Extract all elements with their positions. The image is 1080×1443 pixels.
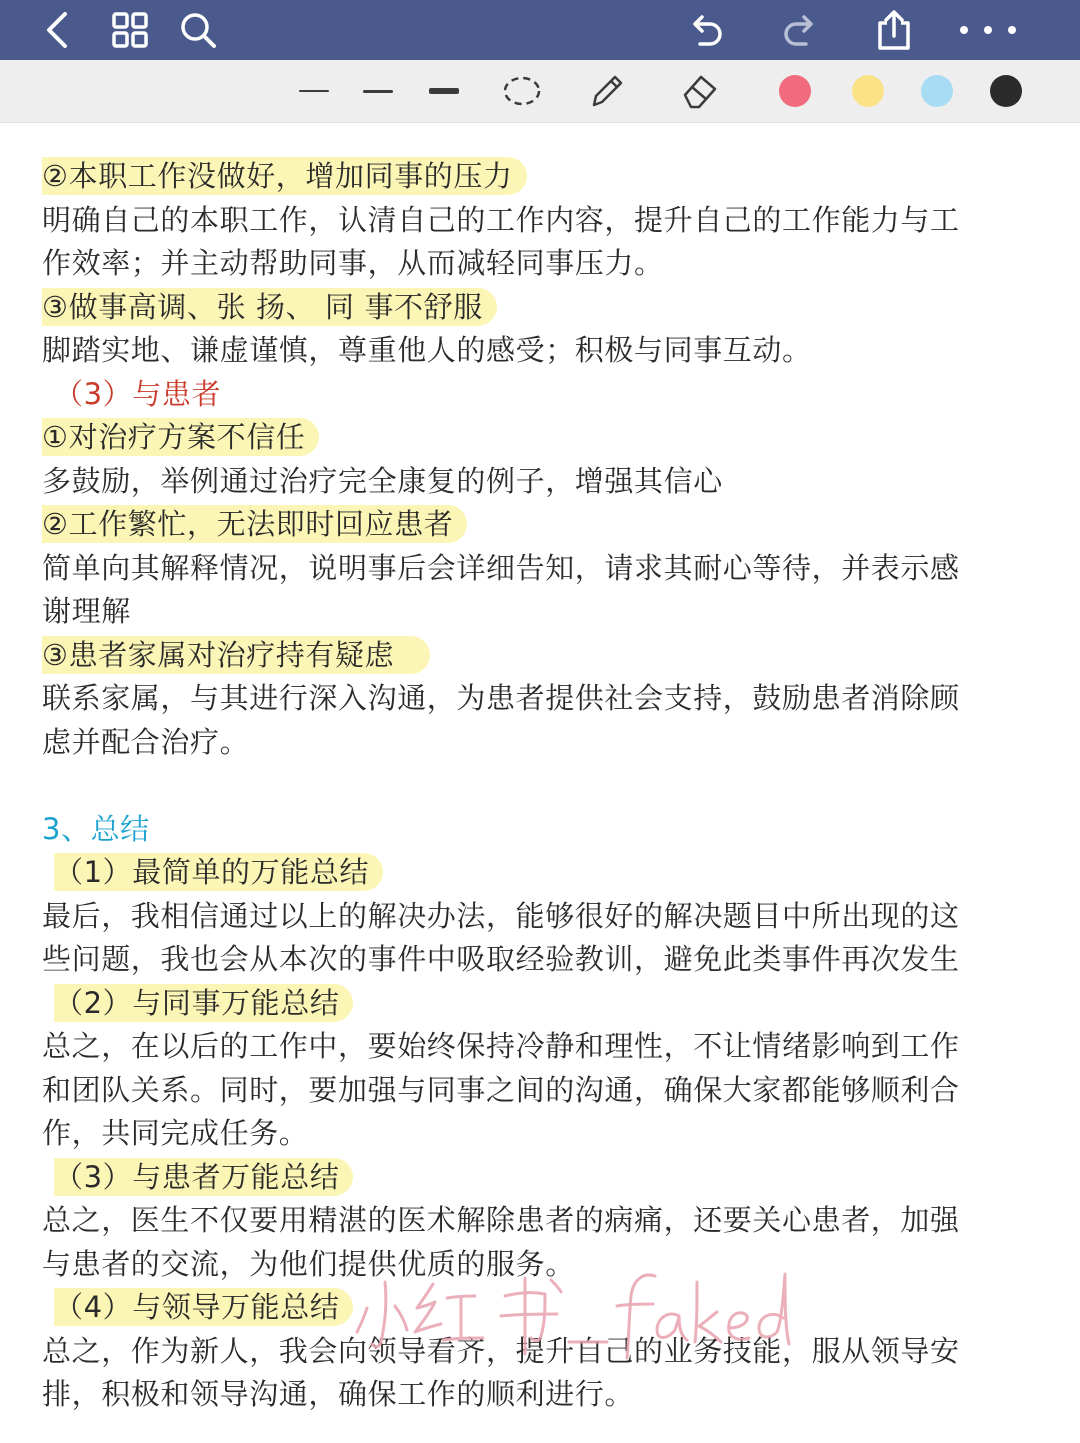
body-line: 作效率；并主动帮助同事，从而减轻同事压力。 [42,246,664,280]
undo-button[interactable] [674,0,738,60]
body-line: 简单向其解释情况，说明事后会详细告知，请求其耐心等待，并表示感 [42,550,960,585]
stroke-thick-icon [429,88,459,94]
highlight-title: （3）与患者万能总结 [54,1158,353,1196]
section-subheading: （3）与患者 [54,376,222,411]
more-icon [956,20,1020,40]
body-line: 作，共同完成任务。 [42,1116,309,1150]
body-line: 些问题，我也会从本次的事件中吸取经验教训，避免此类事件再次发生 [42,942,960,976]
body-line: 排，积极和领导沟通，确保工作的顺利进行。 [42,1377,635,1411]
stroke-medium-icon [363,90,393,93]
stroke-medium-button[interactable] [350,60,406,122]
body-line: 总之，医生不仅要用精湛的医术解除患者的病痛，还要关心患者，加强 [42,1203,960,1237]
color-yellow-swatch [852,75,884,107]
color-pink-swatch [779,75,811,107]
back-button[interactable] [26,0,90,60]
section-heading: 3、总结 [42,811,150,846]
body-line: 联系家属，与其进行深入沟通，为患者提供社会支持，鼓励患者消除顾 [42,681,960,715]
redo-button[interactable] [768,0,832,60]
body-line: 谢理解 [42,594,131,628]
highlight-title: ③患者家属对治疗持有疑虑 [42,636,430,674]
stroke-thick-button[interactable] [416,60,472,122]
color-blue-swatch [921,75,953,107]
lasso-icon [502,74,542,108]
search-icon [179,11,217,49]
pen-icon [586,71,626,111]
pen-tool-button[interactable] [578,60,634,122]
grid-icon [111,11,149,49]
share-icon [874,9,914,51]
lasso-tool-button[interactable] [494,60,550,122]
highlight-title: ②工作繁忙，无法即时回应患者 [42,505,467,543]
body-line: 明确自己的本职工作，认清自己的工作内容，提升自己的工作能力与工 [42,202,960,237]
top-navigation-bar [0,0,1080,60]
color-black-button[interactable] [978,60,1034,122]
more-button[interactable] [956,0,1020,60]
highlight-title: （1）最简单的万能总结 [54,853,383,891]
highlight-title: （2）与同事万能总结 [54,984,353,1022]
highlight-title: （4）与领导万能总结 [54,1288,353,1326]
highlight-title: ①对治疗方案不信任 [42,418,319,456]
undo-icon [686,10,726,50]
color-yellow-button[interactable] [840,60,896,122]
share-button[interactable] [862,0,926,60]
color-black-swatch [990,75,1022,107]
color-pink-button[interactable] [767,60,823,122]
body-line: 最后，我相信通过以上的解决办法，能够很好的解决题目中所出现的这 [42,898,960,933]
body-line: 与患者的交流，为他们提供优质的服务。 [42,1246,575,1281]
redo-icon [780,10,820,50]
highlight-title: ②本职工作没做好，增加同事的压力 [42,157,527,195]
body-line: 总之，在以后的工作中，要始终保持冷静和理性，不让情绪影响到工作 [42,1029,960,1063]
body-line: 虑并配合治疗。 [42,724,250,759]
eraser-icon [679,71,721,111]
body-line: 和团队关系。同时，要加强与同事之间的沟通，确保大家都能够顺利合 [42,1072,960,1107]
grid-view-button[interactable] [98,0,162,60]
drawing-toolbar [0,60,1080,123]
search-button[interactable] [166,0,230,60]
body-line: 脚踏实地、谦虚谨慎，尊重他人的感受；积极与同事互动。 [42,333,812,367]
body-line: 多鼓励，举例通过治疗完全康复的例子，增强其信心 [42,463,723,498]
stroke-thin-button[interactable] [286,60,342,122]
stroke-thin-icon [299,90,329,92]
document-content [42,155,1042,1417]
back-icon [43,10,73,50]
color-blue-button[interactable] [909,60,965,122]
body-line: 总之，作为新人，我会向领导看齐，提升自己的业务技能，服从领导安 [42,1333,960,1368]
eraser-tool-button[interactable] [672,60,728,122]
highlight-title: ③做事高调、张 扬、 同 事不舒服 [42,288,497,326]
